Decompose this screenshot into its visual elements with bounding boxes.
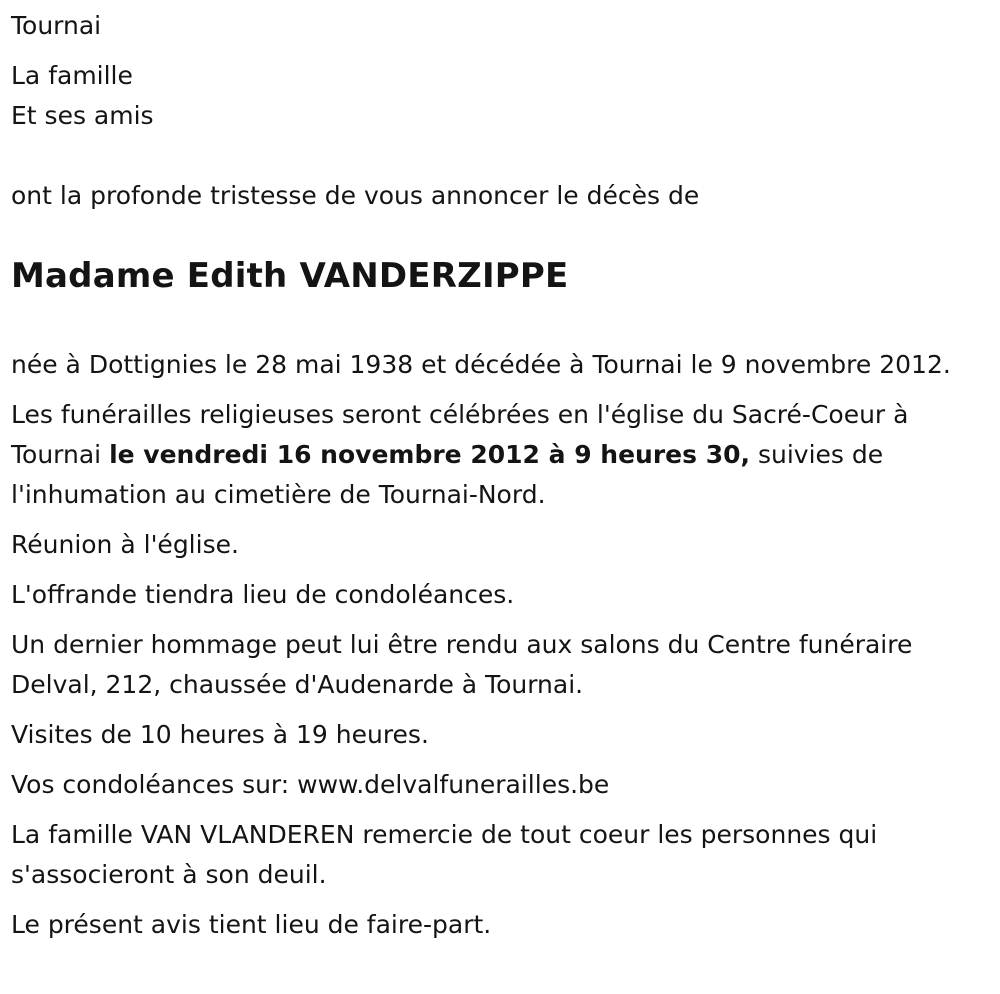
condolences-text: Vos condoléances sur: www.delvalfunerailles.be (11, 770, 610, 799)
announcement-text: ont la profonde tristesse de vous annoncer le décès de (11, 181, 700, 210)
funeral-text-part-2: suivies de l'inhumation au cimetière de Tournai-Nord. (11, 440, 884, 509)
closing-text: Le présent avis tient lieu de faire-part. (11, 910, 492, 939)
visits-text: Visites de 10 heures à 19 heures. (11, 720, 429, 749)
birth-death-text: née à Dottignies le 28 mai 1938 et décédée à Tournai le 9 novembre 2012. (11, 350, 951, 379)
family-line-2: Et ses amis (11, 101, 154, 130)
funeral-datetime: le vendredi 16 novembre 2012 à 9 heures 30, (109, 440, 751, 469)
funeral-text (11, 395, 969, 515)
tribute-text: Un dernier hommage peut lui être rendu aux salons du Centre funéraire Delval, 212, chaussée d'Audenarde à Tournai. (11, 630, 913, 699)
city-line: Tournai (11, 11, 102, 40)
meeting-text: Réunion à l'église. (11, 530, 239, 559)
thanks-text: La famille VAN VLANDEREN remercie de tout coeur les personnes qui s'associeront à son deuil. (11, 820, 878, 889)
family-line-1: La famille (11, 61, 133, 90)
deceased-name: Madame Edith VANDERZIPPE (11, 256, 569, 296)
funeral-text-part-1: Les funérailles religieuses seront célébrées en l'église du Sacré-Coeur à Tournai (11, 400, 909, 469)
offering-text: L'offrande tiendra lieu de condoléances. (11, 580, 515, 609)
